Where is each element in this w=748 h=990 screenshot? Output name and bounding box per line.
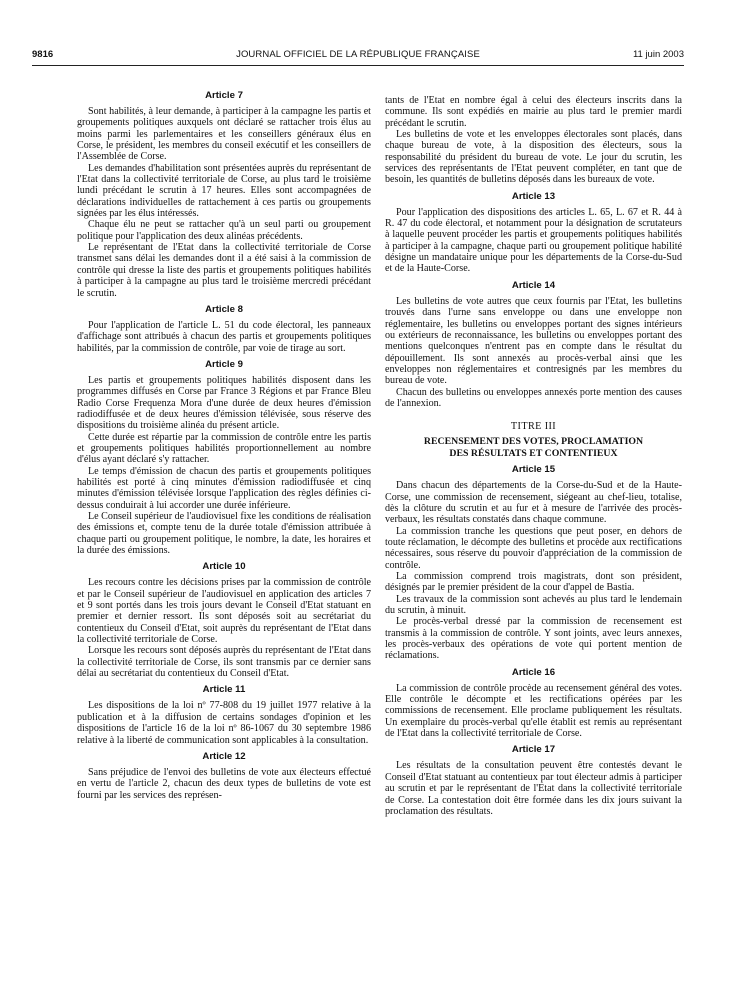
paragraph: Pour l'application des dispositions des articles L. 65, L. 67 et R. 44 à R. 47 du code électoral, et notamment pour la désignation de scrutateurs à laquelle peuvent procéder les partis et groupements politiques habilités à participer à la campagne, chaque parti ou groupement politique habilité désigne un mandataire unique pour les départements de la Corse-du-Sud et de la Haute-Corse. bbox=[385, 206, 682, 275]
section-subtitle-line: DES RÉSULTATS ET CONTENTIEUX bbox=[449, 447, 618, 459]
article-7-heading: Article 7 bbox=[205, 90, 243, 101]
left-column bbox=[77, 90, 371, 801]
paragraph: Le procès-verbal dressé par la commission de recensement est transmis à la commission de contrôle. Y sont joints, avec leurs annexes, les procès-verbaux des opérations de vote qui portent mention de réclamations. bbox=[385, 616, 682, 662]
paragraph: Sans préjudice de l'envoi des bulletins de vote aux électeurs effectué en vertu de l'article 2, chacun des deux types de bulletins de vote est fourni par les services des représen- bbox=[77, 766, 371, 801]
page-number: 9816 bbox=[32, 49, 54, 60]
paragraph: Les partis et groupements politiques habilités disposent dans les programmes diffusés en Corse par France 3 Régions et par France Bleu Radio Corse Frequenza Mora d'une durée de deux heures d'émission radiodiffusée et de deux heures d'émission télévisée, sous réserve des dispositions du troisième alinéa du présent article. bbox=[77, 374, 371, 432]
header-rule bbox=[32, 65, 684, 66]
paragraph: Les résultats de la consultation peuvent être contestés devant le Conseil d'Etat statuant au contentieux par tout électeur admis à participer au scrutin et par le représentant de l'Etat dans la collectivité territoriale de Corse. La contestation doit être formée dans les dix jours suivant la proclamation des résultats. bbox=[385, 760, 682, 817]
paragraph: La commission comprend trois magistrats, dont son président, désignés par le premier président de la cour d'appel de Bastia. bbox=[385, 571, 682, 594]
paragraph: Le temps d'émission de chacun des partis et groupements politiques habilités est porté à cinq minutes d'émission radiodiffusée et cinq minutes d'émission télévisée lorsque l'application des règles définies ci-dessus conduirait à lui accorder une durée inférieure. bbox=[77, 465, 371, 511]
paragraph: Chacun des bulletins ou enveloppes annexés porte mention des causes de l'annexion. bbox=[385, 386, 682, 409]
article-10-heading: Article 10 bbox=[202, 561, 246, 573]
paragraph: Les travaux de la commission sont achevés au plus tard le lendemain du scrutin, à minuit. bbox=[385, 593, 682, 617]
paragraph: Pour l'application de l'article L. 51 du code électoral, les panneaux d'affichage sont attribués à chacun des partis et groupements politiques habilités, par la commission de contrôle, par voie de tirage au sort. bbox=[77, 319, 371, 354]
section-subtitle-line: RECENSEMENT DES VOTES, PROCLAMATION bbox=[423, 436, 644, 448]
page-header bbox=[32, 49, 684, 63]
article-16-heading: Article 16 bbox=[511, 666, 556, 678]
paragraph: Les demandes d'habilitation sont présentées auprès du représentant de l'Etat dans la collectivité territoriale de Corse, au plus tard le troisième lundi précédant le scrutin à 17 heures. Elles sont accompagnées de déclarations individuelles de rattachement à ces partis ou groupements signées par les élus intéressés. bbox=[77, 162, 371, 220]
paragraph: Dans chacun des départements de la Corse-du-Sud et de la Haute-Corse, une commission de recensement, siégeant au chef-lieu, totalise, dès la clôture du scrutin et au fur et à mesure de l'arrivée des procès-verbaux, les résultats constatés dans chaque commune. bbox=[385, 480, 682, 526]
section-title: TITRE III bbox=[510, 421, 557, 433]
paragraph: La commission de contrôle procède au recensement général des votes. Elle contrôle le décompte et les rectifications opérées par les commissions de recensement. Elle proclame publiquement les résultats. Un exemplaire du procès-verbal qu'elle établit est remis au représentant de l'Etat dans la collectivité territoriale de Corse. bbox=[385, 682, 682, 740]
article-12-heading: Article 12 bbox=[202, 750, 246, 762]
article-11-heading: Article 11 bbox=[202, 684, 246, 696]
article-8-heading: Article 8 bbox=[205, 303, 243, 315]
paragraph: La commission tranche les questions que peut poser, en dehors de toute réclamation, le décompte des bulletins et procède aux rectifications nécessaires, sous réserve du pouvoir d'appréciation de la commission de contrôle. bbox=[385, 525, 682, 571]
section-subtitle bbox=[385, 436, 682, 459]
paragraph: Le représentant de l'Etat dans la collectivité territoriale de Corse transmet sans délai les demandes dont il a été saisi à la commission de contrôle qui dresse la liste des partis et groupements politiques habilités à participer à la campagne au plus tard le troisième mercredi précédant le scrutin. bbox=[77, 242, 371, 299]
article-13-heading: Article 13 bbox=[511, 190, 556, 202]
article-17-heading: Article 17 bbox=[511, 744, 556, 756]
paragraph: Cette durée est répartie par la commission de contrôle entre les partis et groupements politiques habilités proportionnellement au nombre d'élus ayant déclaré s'y rattacher. bbox=[77, 431, 371, 466]
publication-date: 11 juin 2003 bbox=[632, 49, 684, 60]
article-9-heading: Article 9 bbox=[205, 358, 243, 370]
right-column bbox=[385, 95, 682, 817]
article-14-heading: Article 14 bbox=[511, 279, 556, 291]
paragraph: Les bulletins de vote autres que ceux fournis par l'Etat, les bulletins trouvés dans l'urne sans enveloppe ou dans une enveloppe non réglementaire, les bulletins ou enveloppes portant des signes intérieurs ou extérieurs de reconnaissance, les bulletins ou enveloppes portant des mentions quelconques n'entrent pas en compte dans le résultat du dépouillement. Ils sont annexés au procès-verbal ainsi que les enveloppes non réglementaires et contresignés par les membres du bureau de vote. bbox=[385, 295, 682, 387]
paragraph: Les recours contre les décisions prises par la commission de contrôle et par le Conseil supérieur de l'audiovisuel en application des articles 7 et 9 sont portés dans les trois jours devant le Conseil d'Etat statuant en premier et dernier ressort. Ils sont déposés soit au secrétariat du contentieux du Conseil d'Etat, soit auprès du représentant de l'Etat dans la collectivité territoriale de Corse. bbox=[77, 577, 371, 646]
journal-title: JOURNAL OFFICIEL DE LA RÉPUBLIQUE FRANÇAISE bbox=[236, 49, 480, 60]
paragraph: Les bulletins de vote et les enveloppes électorales sont placés, dans chaque bureau de vote, à la disposition des électeurs, sous la responsabilité du président du bureau de vote. Le jour du scrutin, les services des représentants de l'Etat peuvent compléter, en tant que de besoin, les quantités de bulletins déposés dans les bureaux de vote. bbox=[385, 129, 682, 186]
paragraph: Sont habilités, à leur demande, à participer à la campagne les partis et groupements politiques auxquels ont déclaré se rattacher trois élus au moins parmi les parlementaires et les conseillers généraux élus en Corse, le président, les membres du conseil exécutif et les conseillers de l'Assemblée de Corse. bbox=[77, 106, 371, 163]
article-15-heading: Article 15 bbox=[511, 464, 556, 476]
paragraph: Chaque élu ne peut se rattacher qu'à un seul parti ou groupement politique pour l'application des deux alinéas précédents. bbox=[77, 219, 371, 242]
paragraph: Les dispositions de la loi nº 77-808 du 19 juillet 1977 relative à la publication et à la diffusion de certains sondages d'opinion et les dispositions de l'article 16 de la loi nº 86-1067 du 30 septembre 1986 relative à la liberté de communication sont applicables à la consultation. bbox=[77, 700, 371, 746]
paragraph: Le Conseil supérieur de l'audiovisuel fixe les conditions de réalisation des émissions et, compte tenu de la durée totale d'émission attribuée à chaque parti ou groupement politique, le nombre, la date, les horaires et la durée des émissions. bbox=[77, 511, 371, 557]
paragraph: tants de l'Etat en nombre égal à celui des électeurs inscrits dans la commune. Ils sont expédiés en mairie au plus tard le premier mardi précédant le scrutin. bbox=[385, 95, 682, 129]
paragraph: Lorsque les recours sont déposés auprès du représentant de l'Etat dans la collectivité territoriale de Corse, ils sont transmis par ce dernier sans délai au secrétariat du contentieux du Conseil d'Etat. bbox=[77, 645, 371, 680]
